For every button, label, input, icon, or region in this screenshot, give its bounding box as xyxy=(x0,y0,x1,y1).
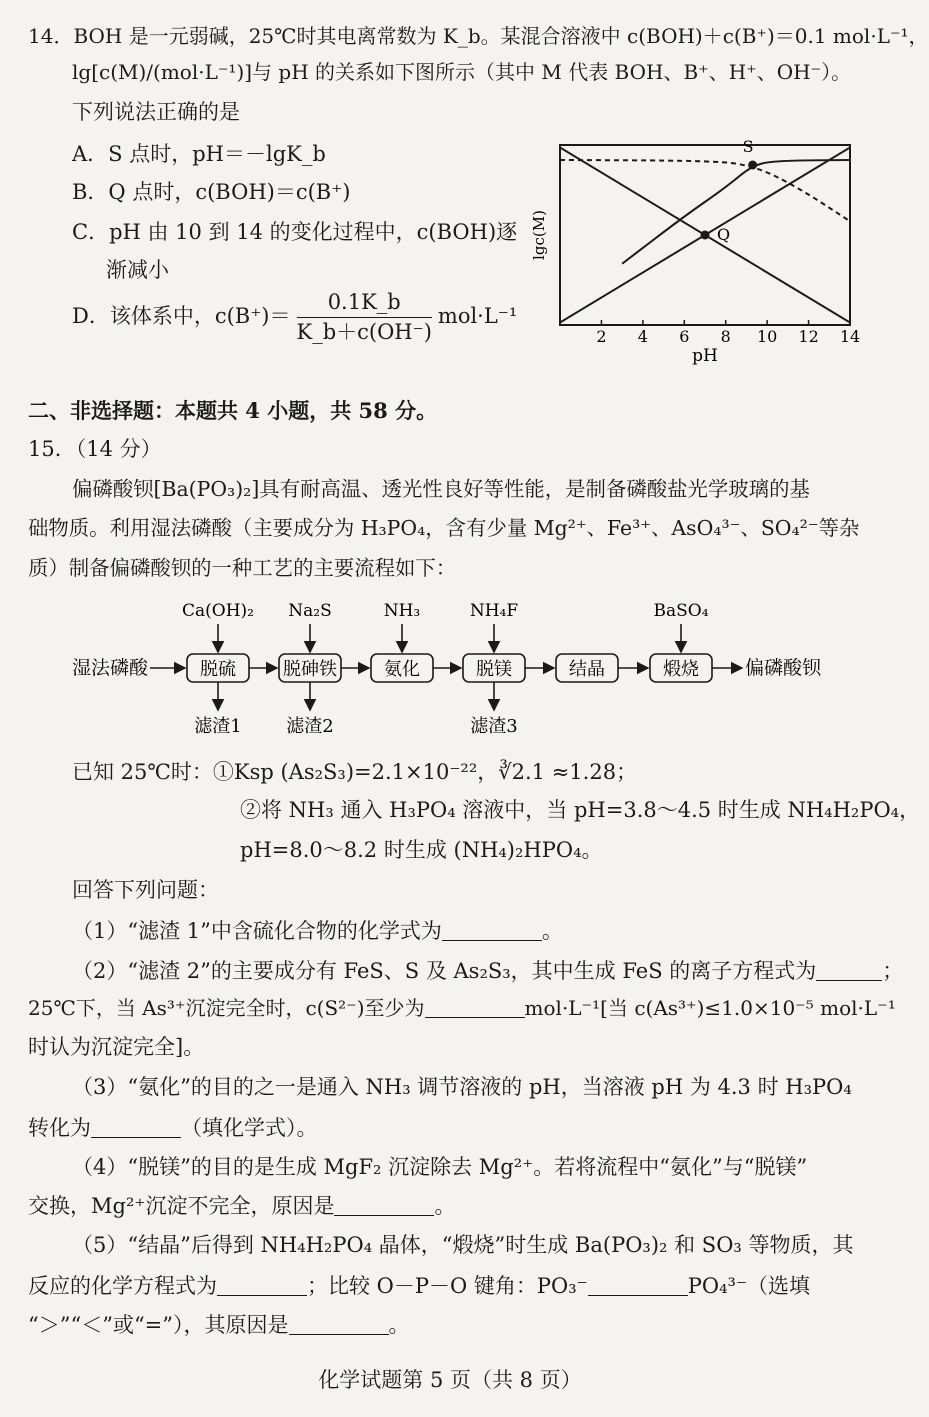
q15-part3-formula-blank[interactable] xyxy=(91,1115,181,1138)
q14-stem-line2: lg[c(M)/(mol·L⁻¹)]与 pH 的关系如下图所示（其中 M 代表 BOH、B⁺、H⁺、OH⁻）。 xyxy=(72,60,852,84)
series-line-3 xyxy=(560,160,850,221)
q15-part5-reason-blank[interactable] xyxy=(289,1312,389,1335)
x-tick-label-3: 8 xyxy=(720,327,731,346)
flow-step-label-2: 氨化 xyxy=(384,659,420,680)
flow-residue-1: 滤渣2 xyxy=(286,716,334,737)
q15-part2-line2-text-a: 25℃下，当 As³⁺沉淀完全时，c(S²⁻)至少为 xyxy=(28,996,425,1020)
section2-heading: 二、非选择题：本题共 4 小题，共 58 分。 xyxy=(28,398,438,423)
q15-part1-text: （1）“滤渣 1”中含硫化合物的化学式为 xyxy=(72,918,442,943)
q15-part5-line3 xyxy=(28,1312,410,1338)
flow-residue-0: 滤渣1 xyxy=(194,716,242,737)
flow-steps xyxy=(150,601,742,737)
q15-answer-prompt: 回答下列问题： xyxy=(72,878,219,902)
q15-part3-line1: （3）“氨化”的目的之一是通入 NH₃ 调节溶液的 pH，当溶液 pH 为 4.3 时 H₃PO₄ xyxy=(72,1075,852,1099)
x-tick-label-2: 6 xyxy=(679,327,690,346)
q15-part2-line3: 时认为沉淀完全]。 xyxy=(28,1035,205,1059)
q14-option-d xyxy=(72,290,517,345)
q14-stem-line3: 下列说法正确的是 xyxy=(72,100,240,124)
q15-part1 xyxy=(72,918,563,944)
q15-part2-line2 xyxy=(28,996,896,1020)
flow-reagent-1: Na₂S xyxy=(288,601,332,621)
flow-input-label: 湿法磷酸 xyxy=(72,657,149,679)
q15-number: 15．（14 分） xyxy=(28,437,162,461)
q15-known-3: pH=8.0～8.2 时生成 (NH₄)₂HPO₄。 xyxy=(240,838,603,862)
q14-option-d-unit: mol·L⁻¹ xyxy=(437,304,518,329)
flow-step-label-3: 脱镁 xyxy=(476,659,512,680)
q15-part3-line2-text-b: （填化学式）。 xyxy=(181,1115,318,1140)
q15-part5-equation-blank[interactable] xyxy=(217,1273,307,1296)
x-tick-label-6: 14 xyxy=(839,327,861,346)
q14-option-b: B．Q 点时，c(BOH)＝c(B⁺) xyxy=(72,180,351,204)
q15-part4-line2-end: 。 xyxy=(434,1193,456,1218)
q15-known-1: 已知 25℃时：①Ksp (As₂S₃)=2.1×10⁻²²，∛2.1 ≈1.28； xyxy=(72,760,638,784)
q15-part4-line2-text-a: 交换，Mg²⁺沉淀不完全，原因是 xyxy=(28,1193,335,1218)
q15-part1-answer-blank[interactable] xyxy=(442,918,542,941)
q15-intro-line1: 偏磷酸钡[Ba(PO₃)₂]具有耐高温、透光性良好等性能，是制备磷酸盐光学玻璃的基 xyxy=(72,477,810,501)
x-tick-label-5: 12 xyxy=(798,327,819,346)
q15-part4-line2 xyxy=(28,1193,455,1219)
q15-part5-angle-compare-blank[interactable] xyxy=(588,1273,688,1296)
point-label-Q: Q xyxy=(717,225,731,244)
page-footer: 化学试题第 5 页（共 8 页） xyxy=(318,1368,582,1392)
point-S xyxy=(748,161,757,170)
q15-part5-line2 xyxy=(28,1273,810,1299)
q15-part2-line2-text-b: mol·L⁻¹[当 c(As³⁺)≤1.0×10⁻⁵ mol·L⁻¹ xyxy=(524,996,896,1020)
flow-step-label-1: 脱砷铁 xyxy=(283,659,337,680)
graph-y-axis-label: lgc(M) xyxy=(530,210,548,260)
q14-option-d-denominator: K_b＋c(OH⁻) xyxy=(296,320,432,345)
graph-x-axis-label: pH xyxy=(692,346,718,366)
x-tick-label-4: 10 xyxy=(756,327,778,346)
flow-step-label-0: 脱硫 xyxy=(200,659,236,680)
q15-part5-line2-text-a: 反应的化学方程式为 xyxy=(28,1273,217,1298)
flow-reagent-2: NH₃ xyxy=(383,601,421,621)
q15-intro-line2: 础物质。利用湿法磷酸（主要成分为 H₃PO₄，含有少量 Mg²⁺、Fe³⁺、AsO₄³⁻、SO₄²⁻等杂 xyxy=(28,516,860,540)
q15-part5-line2-text-c: PO₄³⁻（选填 xyxy=(687,1273,811,1298)
flow-reagent-3: NH₄F xyxy=(469,601,519,621)
q14-stem-line1: 14．BOH 是一元弱碱，25℃时其电离常数为 K_b。某混合溶液中 c(BOH)＋c(B⁺)＝0.1 mol·L⁻¹， xyxy=(28,24,929,48)
q15-part2-line1-text: （2）“滤渣 2”的主要成分有 FeS、S 及 As₂S₃，其中生成 FeS 的离子方程式为 xyxy=(72,958,817,983)
q15-part2-equation-blank[interactable] xyxy=(816,958,882,981)
q14-option-d-prefix: D．该体系中，c(B⁺)＝ xyxy=(72,304,291,329)
q14-option-d-fraction xyxy=(297,290,432,345)
graph-x-ticks xyxy=(596,320,860,346)
x-tick-label-1: 4 xyxy=(637,327,648,346)
q15-part2-line1-end: ； xyxy=(882,958,904,983)
q15-part3-line2 xyxy=(28,1115,318,1141)
point-Q xyxy=(701,231,710,240)
flow-step-label-4: 结晶 xyxy=(569,659,605,680)
flow-step-label-5: 煅烧 xyxy=(663,659,699,680)
q15-part5-line1: （5）“结晶”后得到 NH₄H₂PO₄ 晶体，“煅烧”时生成 Ba(PO₃)₂ 和 SO₃ 等物质，其 xyxy=(72,1233,854,1257)
q15-part5-line3-text-a: “＞”“＜”或“=”），其原因是 xyxy=(28,1312,289,1337)
q15-part3-line2-text-a: 转化为 xyxy=(28,1115,91,1140)
q14-graph xyxy=(520,135,880,365)
q15-part2-concentration-blank[interactable] xyxy=(425,996,525,1018)
q15-part4-line1: （4）“脱镁”的目的是生成 MgF₂ 沉淀除去 Mg²⁺。若将流程中“氨化”与“脱镁” xyxy=(72,1155,808,1179)
flow-output-label: 偏磷酸钡 xyxy=(745,657,822,679)
x-tick-label-0: 2 xyxy=(596,327,607,346)
q15-part4-reason-blank[interactable] xyxy=(334,1193,434,1216)
q15-part1-end: 。 xyxy=(541,918,563,943)
flow-reagent-5: BaSO₄ xyxy=(653,601,709,621)
q14-option-c-line1: C．pH 由 10 到 14 的变化过程中，c(BOH)逐 xyxy=(72,220,518,244)
graph-points xyxy=(701,137,758,244)
flow-residue-3: 滤渣3 xyxy=(470,716,518,737)
point-label-S: S xyxy=(742,137,754,156)
q15-part2-line1 xyxy=(72,958,903,984)
q15-known-2: ②将 NH₃ 通入 H₃PO₄ 溶液中，当 pH=3.8～4.5 时生成 NH₄H₂PO₄， xyxy=(240,798,921,822)
q15-part5-line2-text-b: ；比较 O－P－O 键角：PO₃⁻ xyxy=(307,1273,588,1298)
q14-option-a: A．S 点时，pH＝－lgK_b xyxy=(72,142,326,166)
process-flow-diagram xyxy=(0,598,900,748)
q14-option-c-line2: 渐减小 xyxy=(106,258,169,282)
q15-intro-line3: 质）制备偏磷酸钡的一种工艺的主要流程如下： xyxy=(28,556,457,580)
q15-part5-line3-end: 。 xyxy=(388,1312,410,1337)
series-line-2 xyxy=(622,160,850,264)
flow-reagent-0: Ca(OH)₂ xyxy=(182,601,254,621)
q14-option-d-numerator: 0.1K_b xyxy=(297,290,432,318)
